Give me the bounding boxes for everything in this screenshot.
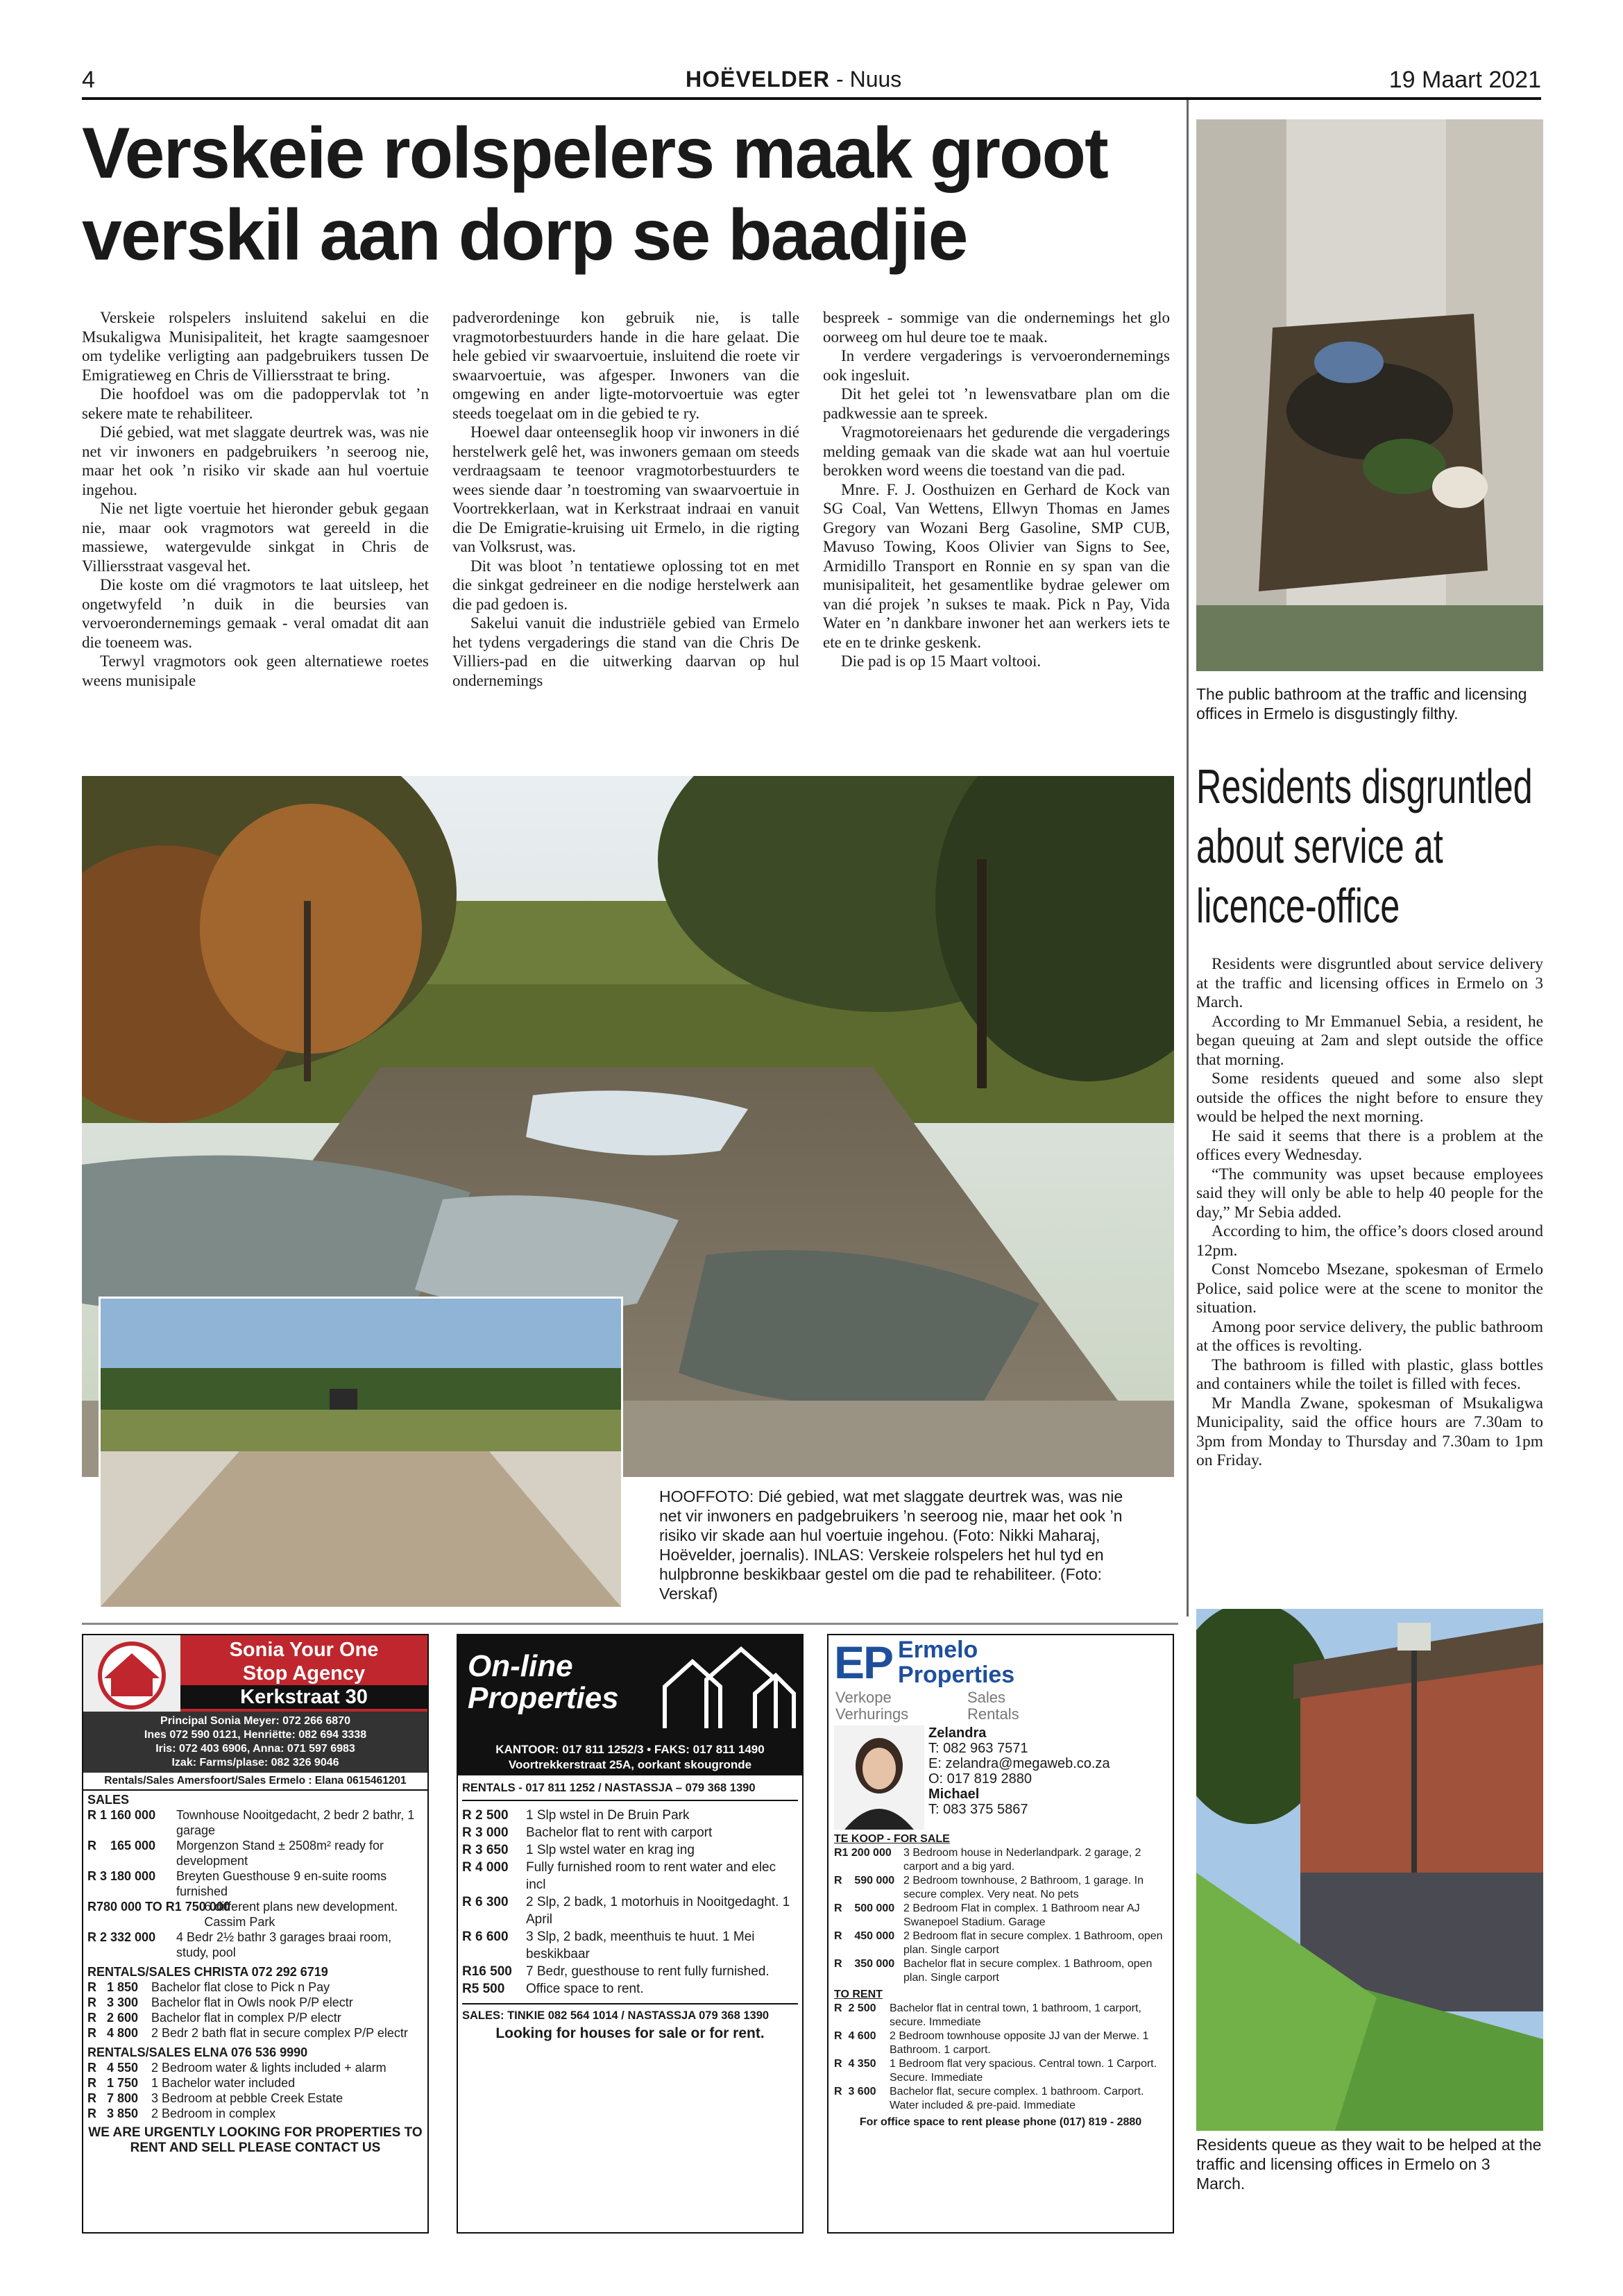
paragraph: According to Mr Emmanuel Sebia, a resident, he began queuing at 2am and slept outside the office that morning. — [1196, 1012, 1543, 1069]
agent-phone: T: 083 375 5867 — [928, 1802, 1028, 1817]
issue-date: 19 Maart 2021 — [1388, 67, 1541, 93]
listing-description: Townhouse Nooitgedacht, 2 bedr 2 bathr, 1 garage — [176, 1808, 415, 1837]
online-properties-logo — [458, 1635, 802, 1739]
listing-description: 3 Bedroom house in Nederlandpark. 2 garage, 2 carport and a big yard. — [903, 1847, 1141, 1873]
article-headline: Verskeie rolspelers maak groot verskil aan dorp se baadjie — [82, 113, 1107, 276]
article-column-2 — [452, 308, 799, 690]
queue-photo-caption: Residents queue as they wait to be helped at the traffic and licensing offices in Ermelo on 3 March. — [1196, 2136, 1542, 2193]
listing-price: R1 200 000 — [834, 1847, 892, 1859]
ad1-title-3: Kerkstraat 30 — [180, 1685, 427, 1709]
main-photo-caption: HOOFFOTO: Dié gebied, wat met slaggate deurtrek was, was nie net vir inwoners en padgebruikers ’n seeroog nie, maar het ook ’n risiko vir skade aan hul voertuie ingehou. (Foto: Nikki Maharaj, Hoëvelder, joernalis). INLAS: Verskeie rolspelers het hul tyd en hulpbronne beskikbaar gestel om die pad te rehabiliteer. (Foto: Verskaf) — [659, 1487, 1123, 1603]
listing-price: R 4 350 — [834, 2058, 876, 2070]
listing-description: Bachelor flat to rent with carport — [526, 1825, 713, 1840]
listing-row — [834, 1846, 1167, 1874]
listing-description: Bachelor flat in central town, 1 bathroom, 1 carport, secure. Immediate — [890, 2002, 1141, 2028]
paragraph: Vragmotoreienaars het gedurende die vergaderings melding gemaak van die skade wat aan hul voertuie berokken word weens die toestand van die pad. — [823, 423, 1170, 479]
paragraph: Die pad is op 15 Maart voltooi. — [841, 652, 1042, 670]
bathroom-photo-caption: The public bathroom at the traffic and licensing offices in Ermelo is disgustingly filthy. — [1196, 685, 1527, 723]
paragraph: The bathroom is filled with plastic, glass bottles and containers while the toilet is filled with feces. — [1196, 1356, 1543, 1393]
listing-row — [462, 1824, 798, 1841]
listing-description: Morgenzon Stand ± 2508m² ready for development — [176, 1839, 384, 1868]
listing-row — [462, 1841, 798, 1859]
header-rule — [82, 97, 1541, 100]
listing-row — [87, 1995, 423, 2010]
paragraph: Sakelui vanuit die industriële gebied van Ermelo het tydens vergaderings die stand van die Chris De Villiers-pad en die uitwerking daarvan op hul ondernemings — [452, 614, 799, 689]
paragraph: bespreek - sommige van die ondernemings het glo oorweeg om hul deure toe te maak. — [823, 309, 1170, 346]
listing-row — [87, 1980, 423, 1995]
ad-ermelo-properties — [827, 1634, 1174, 2234]
listing-description: Bachelor flat close to Pick n Pay — [151, 1980, 330, 1994]
listing-row — [462, 1859, 798, 1893]
listing-row — [462, 1928, 798, 1963]
listing-row — [834, 1874, 1167, 1902]
listing-row — [834, 1957, 1167, 1985]
paragraph: He said it seems that there is a problem at the offices every Wednesday. — [1196, 1126, 1543, 1164]
contact-line: Iris: 072 403 6906, Anna: 071 597 6983 — [155, 1743, 355, 1755]
office-line: KANTOOR: 017 811 1252/3 • FAKS: 017 811 1490 — [495, 1743, 765, 1756]
paragraph: Dié gebied, wat met slaggate deurtrek was, was nie net vir inwoners en padgebruikers ’n seeroog nie, maar het ook ’n risiko vir skade aan hul voertuie ingehou. — [82, 423, 429, 498]
listing-price: R 6 300 — [462, 1895, 509, 1909]
listing-description: 1 Slp wstel water en krag ing — [526, 1843, 695, 1857]
inset-photo-road — [99, 1297, 623, 1609]
queue-photo — [1196, 1609, 1543, 2131]
listing-description: Office space to rent. — [526, 1982, 644, 1996]
ad1-footer: WE ARE URGENTLY LOOKING FOR PROPERTIES TO RENT AND SELL PLEASE CONTACT US — [88, 2125, 423, 2155]
listing-description: 7 Bedr, guesthouse to rent fully furnished. — [526, 1964, 770, 1979]
paper-name: HOËVELDER — [686, 67, 831, 92]
paragraph: Dit het gelei tot ’n lewensvatbare plan om die padkwessie aan te spreek. — [823, 385, 1170, 422]
paragraph: According to him, the office’s doors closed around 12pm. — [1196, 1222, 1543, 1260]
house-logo-icon — [83, 1635, 180, 1712]
paragraph: Mnre. F. J. Oosthuizen en Gerhard de Kock van SG Coal, Van Wettens, Ellwyn Thomas en James Gregory van Wozani Berg Gasoline, SMP CUB, Mavuso Towing, Koos Olivier van Signs to See, Armidillo Transport en Ronnie en sy span van die munisipaliteit, het gesamentlike bydrae gelewer om van dié projek ’n sukses te maak. Pick n Pay, Vida Water en ’n dankbare inwoner het aan werkers iets te ete en te drinke geskenk. — [823, 480, 1170, 651]
listing-row — [87, 1838, 423, 1868]
brand-name-2: Properties — [898, 1662, 1015, 1688]
paragraph: Mr Mandla Zwane, spokesman of Msukaligwa Municipality, said the office hours are 7.30am to 3pm from Monday to Thursday and 7.30am to 1pm on Friday. — [1196, 1394, 1543, 1469]
listing-description: 2 Bedroom townhouse, 2 Bathroom, 1 garage. In secure complex. Very neat. No pets — [903, 1875, 1144, 1900]
listing-description: Bachelor flat in Owls nook P/P electr — [151, 1995, 353, 2009]
agent-name: Michael — [928, 1787, 980, 1802]
listing-price: R 4 000 — [462, 1860, 509, 1875]
listing-price: R 350 000 — [834, 1958, 895, 1970]
agent-email: E: zelandra@megaweb.co.za — [928, 1756, 1110, 1771]
listing-price: R 590 000 — [834, 1875, 895, 1886]
listing-price: R 4 800 — [87, 2026, 139, 2040]
article-column-1 — [82, 308, 429, 690]
paragraph: Terwyl vragmotors ook geen alternatiewe roetes weens munisipale — [82, 652, 429, 689]
paragraph: padverordeninge kon gebruik nie, is talle vragmotorbestuurders hande in die hare gelaat. Die hele gebied vir swaarvoertuie, insluitend die roete vir swaarvoertuie, was afgesper. Inwoners van die omgewing en ander ligte-motorvoertuie was egter steeds toegelaat om in die gebied te ry. — [452, 309, 799, 422]
listing-price: R 2 332 000 — [87, 1930, 156, 1944]
paper-masthead — [686, 67, 901, 92]
listing-price: R 1 850 — [87, 1980, 139, 1994]
listing-description: Bachelor flat in complex P/P electr — [151, 2011, 341, 2025]
side-article-headline: Residents disgruntled about service at licence-office — [1196, 759, 1533, 933]
listing-description: Bachelor flat, secure complex. 1 bathroom. Carport. Water included & pre-paid. Immediate — [890, 2086, 1144, 2111]
paragraph: In verdere vergaderings is vervoerondernemings ook ingesluit. — [823, 347, 1170, 384]
listing-price: R16 500 — [462, 1964, 512, 1979]
listing-description: 1 Slp wstel in De Bruin Park — [526, 1808, 690, 1823]
listing-price: R 3 180 000 — [87, 1869, 156, 1883]
section-label: TO RENT — [834, 1989, 883, 2000]
ad-online-properties — [457, 1634, 804, 2234]
listing-row — [87, 1868, 423, 1899]
section-label: TE KOOP - FOR SALE — [834, 1833, 950, 1845]
paragraph: Die hoofdoel was om die padoppervlak tot ’n sekere mate te rehabiliteer. — [82, 385, 429, 422]
paragraph: Verskeie rolspelers insluitend sakelui en die Msukaligwa Munisipaliteit, het kragte saamgesnoer om tydelike verligting aan padgebruikers tussen De Emigratieweg en Chris de Villiersstraat te bring. — [82, 309, 429, 384]
listing-description: 2 Bedroom townhouse opposite JJ van der Merwe. 1 Bathroom. 1 carport. — [890, 2030, 1149, 2056]
listing-description: 4 Bedr 2½ bathr 3 garages braai room, study, pool — [176, 1930, 392, 1959]
contact-line: Principal Sonia Meyer: 072 266 6870 — [160, 1715, 350, 1727]
listing-description: 3 Slp, 2 badk, meenthuis te huut. 1 Mei beskikbaar — [526, 1930, 755, 1961]
agent-name: Zelandra — [928, 1725, 987, 1741]
section-name: - Nuus — [836, 67, 902, 92]
paragraph: Nie net ligte voertuie het hieronder gebuk gegaan nie, maar ook vragmotors wat gereeld in die massiewe, watergevulde sinkgat in Chris de Villiersstraat vasgeval het. — [82, 500, 429, 575]
listing-price: R 4 600 — [834, 2030, 876, 2042]
paragraph: Among poor service delivery, the public bathroom at the offices is revolting. — [1196, 1317, 1543, 1355]
listing-row — [462, 1807, 798, 1824]
listing-price: R 4 550 — [87, 2061, 139, 2075]
listing-description: 2 Bedroom flat in secure complex. 1 Bathroom, open plan. Single carport — [903, 1930, 1163, 1956]
listing-row — [834, 2057, 1167, 2085]
listing-row — [462, 1893, 798, 1928]
listing-description: 1 Bachelor water included — [151, 2076, 296, 2090]
listing-row — [462, 1980, 798, 1998]
listing-description: Bachelor flat in secure complex. 1 Bathroom, open plan. Single carport — [903, 1958, 1153, 1984]
listing-row — [834, 2002, 1167, 2029]
rentals-line: RENTALS - 017 811 1252 / NASTASSJA – 079 368 1390 — [462, 1780, 798, 1801]
tag: Sales — [967, 1689, 1006, 1706]
listing-description: 1 Bedroom flat very spacious. Central town. 1 Carport. Secure. Immediate — [890, 2058, 1157, 2084]
listing-price: R 3 600 — [834, 2086, 876, 2097]
ep-logo: EP — [834, 1637, 893, 1688]
paragraph: Const Nomcebo Msezane, spokesman of Ermelo Police, said police were at the scene to monitor the situation. — [1196, 1260, 1543, 1317]
listing-row — [462, 1963, 798, 1980]
column-divider — [1187, 100, 1189, 1617]
sales-line: SALES: TINKIE 082 564 1014 / NASTASSJA 079 368 1390 — [462, 2003, 798, 2025]
article-column-3 — [823, 308, 1170, 671]
listing-price: R 2 600 — [87, 2011, 139, 2025]
section-label: RENTALS/SALES CHRISTA 072 292 6719 — [87, 1965, 328, 1979]
listing-row — [87, 2106, 423, 2121]
ad-sonia-agency — [82, 1634, 429, 2234]
tag: Rentals — [967, 1705, 1019, 1723]
brand-name-1: Ermelo — [898, 1637, 978, 1663]
listing-row — [87, 2025, 423, 2041]
listing-price: R 2 500 — [462, 1808, 509, 1823]
page-number: 4 — [82, 67, 95, 93]
listing-price: R 1 750 — [87, 2076, 139, 2090]
logo-text-1: On-line — [468, 1649, 573, 1683]
listing-row — [87, 2075, 423, 2091]
agent-photo — [834, 1725, 924, 1830]
listing-row — [87, 2060, 423, 2075]
listing-description: 3 Bedroom at pebble Creek Estate — [151, 2091, 343, 2105]
bathroom-photo — [1196, 119, 1543, 671]
listing-price: R 3 850 — [87, 2107, 139, 2120]
paragraph: Some residents queued and some also slept outside the offices the night before to ensure they would be helped the next morning. — [1196, 1070, 1543, 1126]
section-label: RENTALS/SALES ELNA 076 536 9990 — [87, 2045, 308, 2059]
ad1-title-2: Stop Agency — [242, 1662, 366, 1685]
listing-price: R5 500 — [462, 1982, 505, 1996]
section-label: SALES — [87, 1793, 130, 1807]
paragraph: Die koste om dié vragmotors te laat uitsleep, het ongetwyfeld ’n duik in die beursies van vervoerondernemings gemaak - veral omadat dit aan die toeneem was. — [82, 576, 429, 651]
listing-price: R 2 500 — [834, 2002, 876, 2014]
listing-price: R 7 800 — [87, 2091, 139, 2105]
listing-description: 2 Slp, 2 badk, 1 motorhuis in Nooitgedaght. 1 April — [526, 1895, 790, 1927]
listing-row — [834, 1930, 1167, 1957]
listing-row — [87, 1899, 423, 1930]
listing-row — [834, 2029, 1167, 2057]
listing-description: Fully furnished room to rent water and elec incl — [526, 1860, 776, 1892]
listing-price: R 500 000 — [834, 1902, 895, 1914]
listing-description: 6 different plans new development. Cassim Park — [204, 1900, 398, 1929]
listing-row — [834, 2085, 1167, 2113]
listing-price: R 3 650 — [462, 1843, 509, 1857]
listing-price: R780 000 TO R1 750 000 — [87, 1900, 230, 1914]
address-line: Voortrekkerstraat 25A, oorkant skougronde — [508, 1758, 752, 1771]
logo-text-2: Properties — [468, 1681, 619, 1715]
ad3-footer: For office space to rent please phone (017) 819 - 2880 — [859, 2116, 1142, 2128]
listing-description: 2 Bedroom in complex — [151, 2107, 276, 2120]
paragraph: Dit was bloot ’n tentatiewe oplossing tot en met die sinkgat gedreineer en die nodige herstelwerk aan die pad gedoen is. — [452, 557, 799, 613]
listing-row — [87, 1930, 423, 1960]
agent-phone: T: 082 963 7571 — [928, 1741, 1028, 1756]
ads-divider — [82, 1623, 1178, 1625]
paragraph: Hoewel daar onteenseglik hoop vir inwoners in dié herstelwerk gelê het, was inwoners gemaan om steeds verdraagsaam te teenoor vragmotorbestuurders te wees siende daar ’n toestroming van swaarvoertuie in Voortrekkerlaan, wat in Kerkstraat indraai en vanuit die De Emigratie-kruising uit Ermelo, in die rigting van Volksrust, was. — [452, 423, 799, 555]
ad1-title-1: Sonia Your One — [229, 1639, 379, 1661]
listing-price: R 450 000 — [834, 1930, 895, 1942]
listing-price: R 6 600 — [462, 1930, 509, 1944]
listing-row — [87, 2091, 423, 2106]
houses-icon — [658, 1645, 797, 1731]
listing-description: 2 Bedroom Flat in complex. 1 Bathroom near AJ Swanepoel Stadium. Garage — [903, 1902, 1140, 1928]
contact-line: Izak: Farms/plase: 082 326 9046 — [171, 1757, 339, 1769]
listing-row — [87, 2010, 423, 2025]
tag: Verhurings — [835, 1705, 909, 1723]
listing-description: 2 Bedr 2 bath flat in secure complex P/P electr — [151, 2026, 408, 2040]
listing-description: 2 Bedroom water & lights included + alarm — [151, 2061, 386, 2075]
side-article-body — [1196, 955, 1543, 1471]
listing-price: R 1 160 000 — [87, 1808, 156, 1822]
contact-line: Ines 072 590 0121, Henriëtte: 082 694 3338 — [144, 1729, 367, 1741]
listing-description: Breyten Guesthouse 9 en-suite rooms furnished — [176, 1869, 387, 1898]
listing-row — [834, 1902, 1167, 1930]
tag: Verkope — [835, 1689, 892, 1706]
listing-price: R 165 000 — [87, 1839, 156, 1852]
paragraph: Residents were disgruntled about service delivery at the traffic and licensing offices in Ermelo on 3 March. — [1196, 955, 1543, 1011]
paragraph: “The community was upset because employees said they will only be able to help 40 people for the day,” Mr Sebia added. — [1196, 1165, 1543, 1222]
listing-price: R 3 000 — [462, 1825, 509, 1840]
ad2-footer: Looking for houses for sale or for rent. — [495, 2025, 765, 2041]
agent-office: O: 017 819 2880 — [928, 1771, 1033, 1787]
ad1-band: Rentals/Sales Amersfoort/Sales Ermelo : Elana 0615461201 — [83, 1773, 427, 1791]
listing-row — [87, 1807, 423, 1838]
listing-price: R 3 300 — [87, 1995, 139, 2009]
